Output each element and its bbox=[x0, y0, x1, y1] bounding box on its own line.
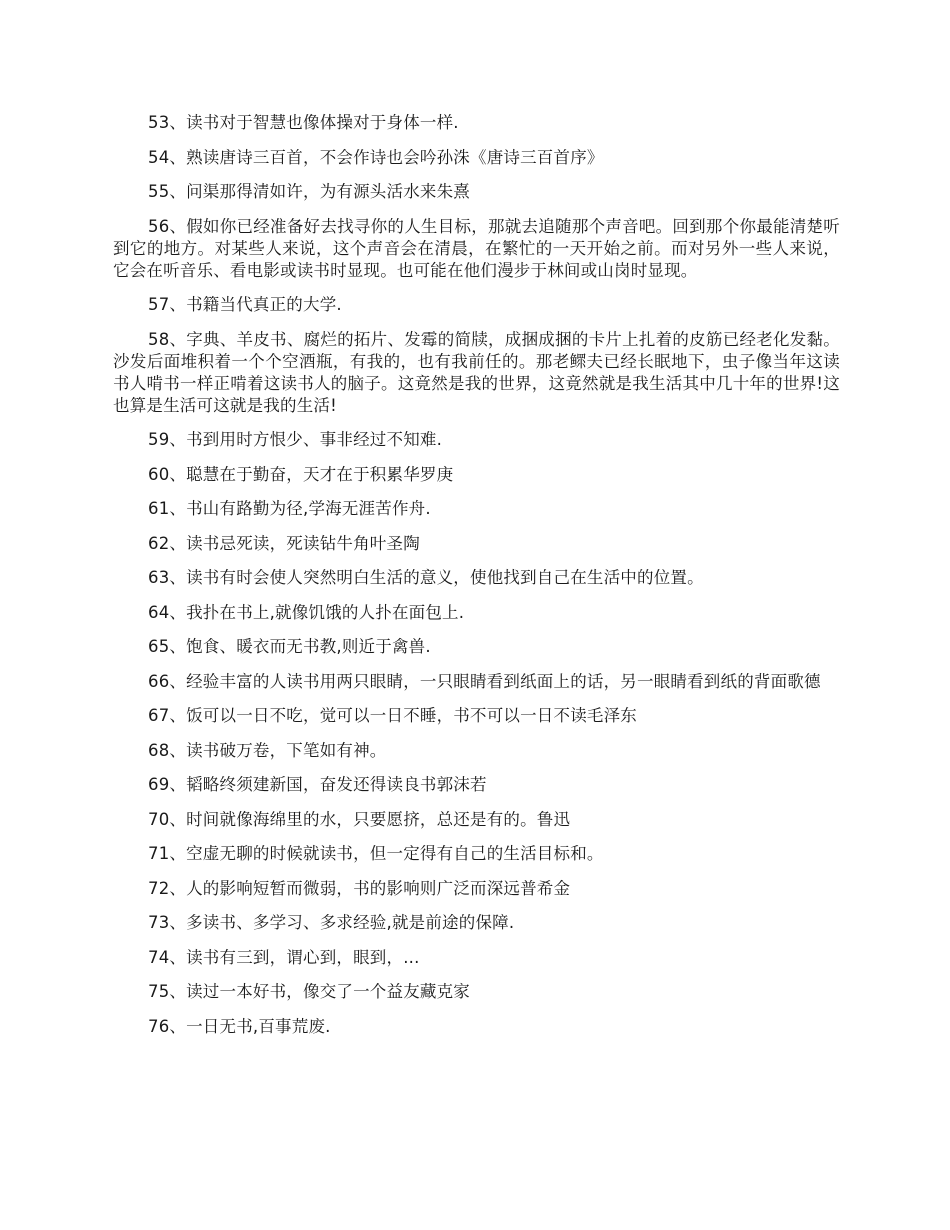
paragraph-74: 74、读书有三到，谓心到，眼到，... bbox=[148, 947, 420, 967]
paragraph-69: 69、韬略终须建新国，奋发还得读良书郭沫若 bbox=[148, 775, 487, 794]
paragraph-53: 53、读书对于智慧也像体操对于身体一样. bbox=[148, 113, 459, 132]
paragraph-71: 71、空虚无聊的时候就读书，但一定得有自己的生活目标和。 bbox=[148, 844, 604, 863]
paragraph-68: 68、读书破万卷，下笔如有神。 bbox=[148, 740, 387, 760]
paragraph-65: 65、饱食、暖衣而无书教,则近于禽兽. bbox=[148, 637, 431, 656]
paragraph-56: 56、假如你已经准备好去找寻你的人生目标，那就去追随那个声音吧。回到那个你最能清楚听到它的地方。对某些人来说，这个声音会在清晨，在繁忙的一天开始之前。而对另外一些人来说，它会在听音乐、看电影或读书时显现。也可能在他们漫步于林间或山岗时显现。 bbox=[113, 216, 840, 280]
paragraph-72: 72、人的影响短暂而微弱，书的影响则广泛而深远普希金 bbox=[148, 878, 571, 898]
paragraph-73: 73、多读书、多学习、多求经验,就是前途的保障. bbox=[148, 913, 515, 932]
paragraph-70: 70、时间就像海绵里的水，只要愿挤，总还是有的。鲁迅 bbox=[148, 809, 571, 829]
document-body bbox=[113, 112, 840, 1050]
paragraph-67: 67、饭可以一日不吃，觉可以一日不睡，书不可以一日不读毛泽东 bbox=[148, 706, 637, 725]
paragraph-59: 59、书到用时方恨少、事非经过不知难. bbox=[148, 430, 443, 449]
paragraph-62: 62、读书忌死读，死读钻牛角叶圣陶 bbox=[148, 533, 420, 553]
paragraph-57: 57、书籍当代真正的大学. bbox=[148, 295, 342, 314]
paragraph-63: 63、读书有时会使人突然明白生活的意义，使他找到自己在生活中的位置。 bbox=[148, 568, 704, 587]
paragraph-75: 75、读过一本好书，像交了一个益友藏克家 bbox=[148, 982, 470, 1001]
paragraph-66: 66、经验丰富的人读书用两只眼睛，一只眼睛看到纸面上的话，另一眼睛看到纸的背面歌德 bbox=[148, 671, 821, 691]
paragraph-54: 54、熟读唐诗三百首，不会作诗也会吟孙洙《唐诗三百首序》 bbox=[148, 147, 604, 167]
paragraph-61: 61、书山有路勤为径,学海无涯苦作舟. bbox=[148, 499, 431, 518]
paragraph-64: 64、我扑在书上,就像饥饿的人扑在面包上. bbox=[148, 602, 465, 622]
paragraph-58: 58、字典、羊皮书、腐烂的拓片、发霉的简牍，成捆成捆的卡片上扎着的皮筋已经老化发黏。沙发后面堆积着一个个空酒瓶，有我的，也有我前任的。那老鳏夫已经长眠地下，虫子像当年这读书人啃书一样正啃着这读书人的脑子。这竟然是我的世界，这竟然就是我生活其中几十年的世界!这也算是生活可这就是我的生活! bbox=[113, 329, 840, 415]
paragraph-60: 60、聪慧在于勤奋，天才在于积累华罗庚 bbox=[148, 464, 454, 484]
paragraph-55: 55、问渠那得清如许，为有源头活水来朱熹 bbox=[148, 182, 470, 201]
paragraph-76: 76、一日无书,百事荒废. bbox=[148, 1016, 331, 1036]
